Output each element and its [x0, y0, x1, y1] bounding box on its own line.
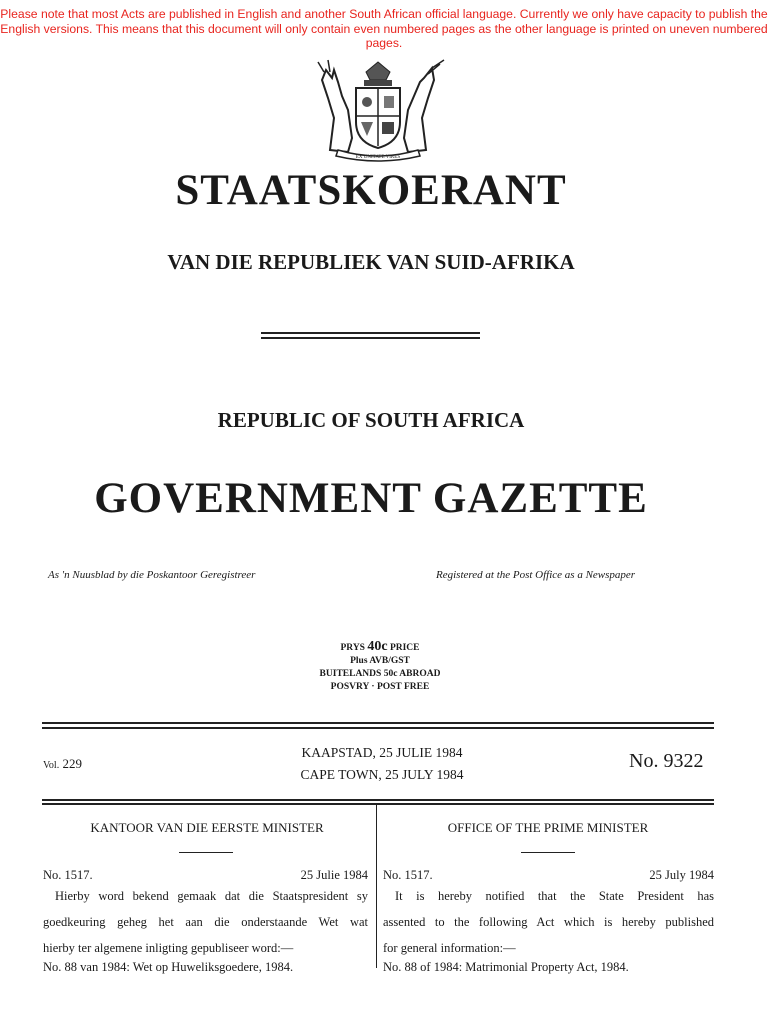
left-body-line: goedkeuring geheg het aan die onderstaande Wet wat	[43, 915, 368, 929]
header-rule	[42, 722, 714, 724]
left-act-title: No. 88 van 1984: Wet op Huweliksgoedere, 1984.	[43, 960, 294, 974]
left-body-line: Hierby word bekend gemaak dat die Staatspresident sy	[55, 889, 368, 903]
title-english: GOVERNMENT GAZETTE	[94, 475, 648, 522]
price-label-en: PRICE	[389, 643, 420, 653]
section-rule	[42, 799, 714, 801]
right-body-line: for general information:—	[383, 941, 516, 955]
price-amount: 40c	[367, 639, 388, 654]
volume-value: 229	[62, 756, 82, 771]
price-abroad: BUITELANDS 50c ABROAD	[319, 669, 441, 679]
divider	[261, 337, 480, 339]
price-tax: Plus AVB/GST	[350, 656, 410, 666]
left-column-heading: KANTOOR VAN DIE EERSTE MINISTER	[90, 820, 324, 835]
right-body-line: It is hereby notified that the State President has	[395, 889, 714, 903]
title-afrikaans: STAATSKOERANT	[175, 167, 567, 214]
coat-of-arms-icon	[308, 58, 448, 164]
registration-english: Registered at the Post Office as a Newspaper	[436, 569, 636, 581]
column-divider	[376, 803, 377, 968]
right-body-line: assented to the following Act which is hereby published	[383, 915, 714, 929]
motto-text: EX UNITATE VIRES	[355, 155, 401, 160]
right-column-heading: OFFICE OF THE PRIME MINISTER	[447, 820, 649, 835]
volume-number	[43, 756, 82, 772]
date-english: CAPE TOWN, 25 JULY 1984	[300, 767, 464, 782]
right-act-title: No. 88 of 1984: Matrimonial Property Act, 1984.	[383, 960, 629, 974]
capacity-notice: Please note that most Acts are published in English and another South African official language. Currently we only have capacity to publish the English versions. This means that this document will only contain even numbered pages as the other language is printed on uneven numbered pages.	[0, 7, 768, 50]
gazette-number: No. 9322	[629, 750, 704, 772]
left-notice-date: 25 Julie 1984	[300, 868, 368, 882]
header-rule	[42, 727, 714, 729]
left-notice	[43, 869, 368, 974]
column-rule	[179, 852, 233, 853]
right-notice-number: No. 1517.	[383, 868, 433, 882]
left-body-line: hierby ter algemene inligting gepubliseer word:—	[43, 941, 294, 955]
right-notice-date: 25 July 1984	[649, 868, 714, 882]
section-rule	[42, 803, 714, 805]
volume-label: Vol.	[43, 760, 60, 771]
price-postage: POSVRY · POST FREE	[330, 682, 430, 692]
registration-afrikaans: As 'n Nuusblad by die Poskantoor Geregistreer	[48, 569, 256, 581]
right-notice	[383, 869, 714, 974]
divider	[261, 332, 480, 334]
price-label-af: PRYS	[340, 643, 365, 653]
subtitle-english: REPUBLIC OF SOUTH AFRICA	[217, 408, 525, 432]
issue-dates	[262, 742, 502, 786]
column-rule	[521, 852, 575, 853]
subtitle-afrikaans: VAN DIE REPUBLIEK VAN SUID-AFRIKA	[167, 250, 575, 274]
left-notice-number: No. 1517.	[43, 868, 93, 882]
date-afrikaans: KAAPSTAD, 25 JULIE 1984	[301, 745, 463, 760]
price-block	[260, 640, 500, 694]
